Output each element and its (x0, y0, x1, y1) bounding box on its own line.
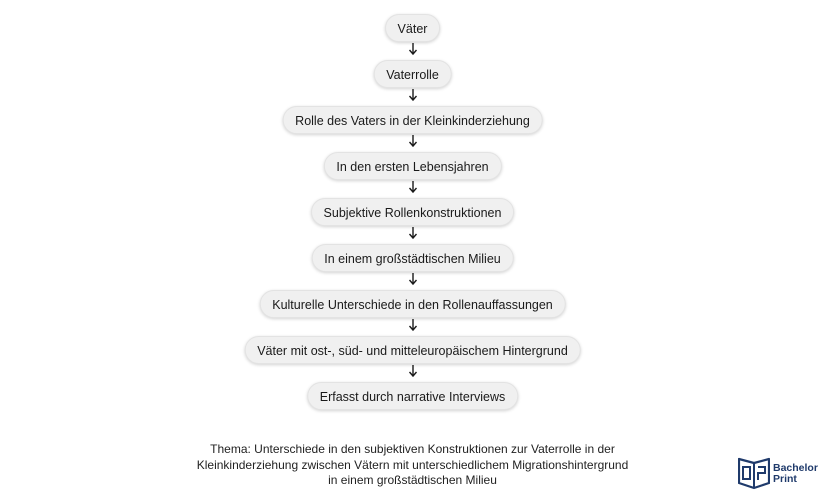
flow-step-vaeter: Väter (385, 14, 441, 42)
flow-step-narrative-interviews: Erfasst durch narrative Interviews (307, 382, 519, 410)
topic-caption (0, 442, 825, 489)
down-arrow-icon (407, 42, 419, 56)
down-arrow-icon (407, 180, 419, 194)
book-logo-icon (738, 456, 770, 490)
flow-step-erste-lebensjahre: In den ersten Lebensjahren (323, 152, 501, 180)
flow-step-rollenkonstruktionen: Subjektive Rollenkonstruktionen (311, 198, 515, 226)
bachelorprint-logo (738, 456, 823, 492)
down-arrow-icon (407, 364, 419, 378)
down-arrow-icon (407, 88, 419, 102)
flow-step-grossstaedtisches-milieu: In einem großstädtischen Milieu (311, 244, 513, 272)
caption-line-1: Thema: Unterschiede in den subjektiven Konstruktionen zur Vaterrolle in der (210, 442, 615, 456)
caption-line-2: Kleinkinderziehung zwischen Vätern mit unterschiedlichem Migrationshintergrund (196, 457, 629, 472)
logo-wordmark (773, 463, 818, 485)
logo-line-2: Print (773, 473, 797, 485)
down-arrow-icon (407, 318, 419, 332)
caption-line-3: in einem großstädtischen Milieu (328, 473, 497, 487)
down-arrow-icon (407, 272, 419, 286)
logo-line-1: Bachelor (773, 462, 818, 474)
down-arrow-icon (407, 134, 419, 148)
down-arrow-icon (407, 226, 419, 240)
flow-step-vaterrolle: Vaterrolle (373, 60, 452, 88)
flow-step-rolle-des-vaters: Rolle des Vaters in der Kleinkinderziehung (282, 106, 543, 134)
flow-step-kulturelle-unterschiede: Kulturelle Unterschiede in den Rollenauffassungen (259, 290, 566, 318)
flow-step-hintergrund: Väter mit ost-, süd- und mitteleuropäischem Hintergrund (244, 336, 581, 364)
